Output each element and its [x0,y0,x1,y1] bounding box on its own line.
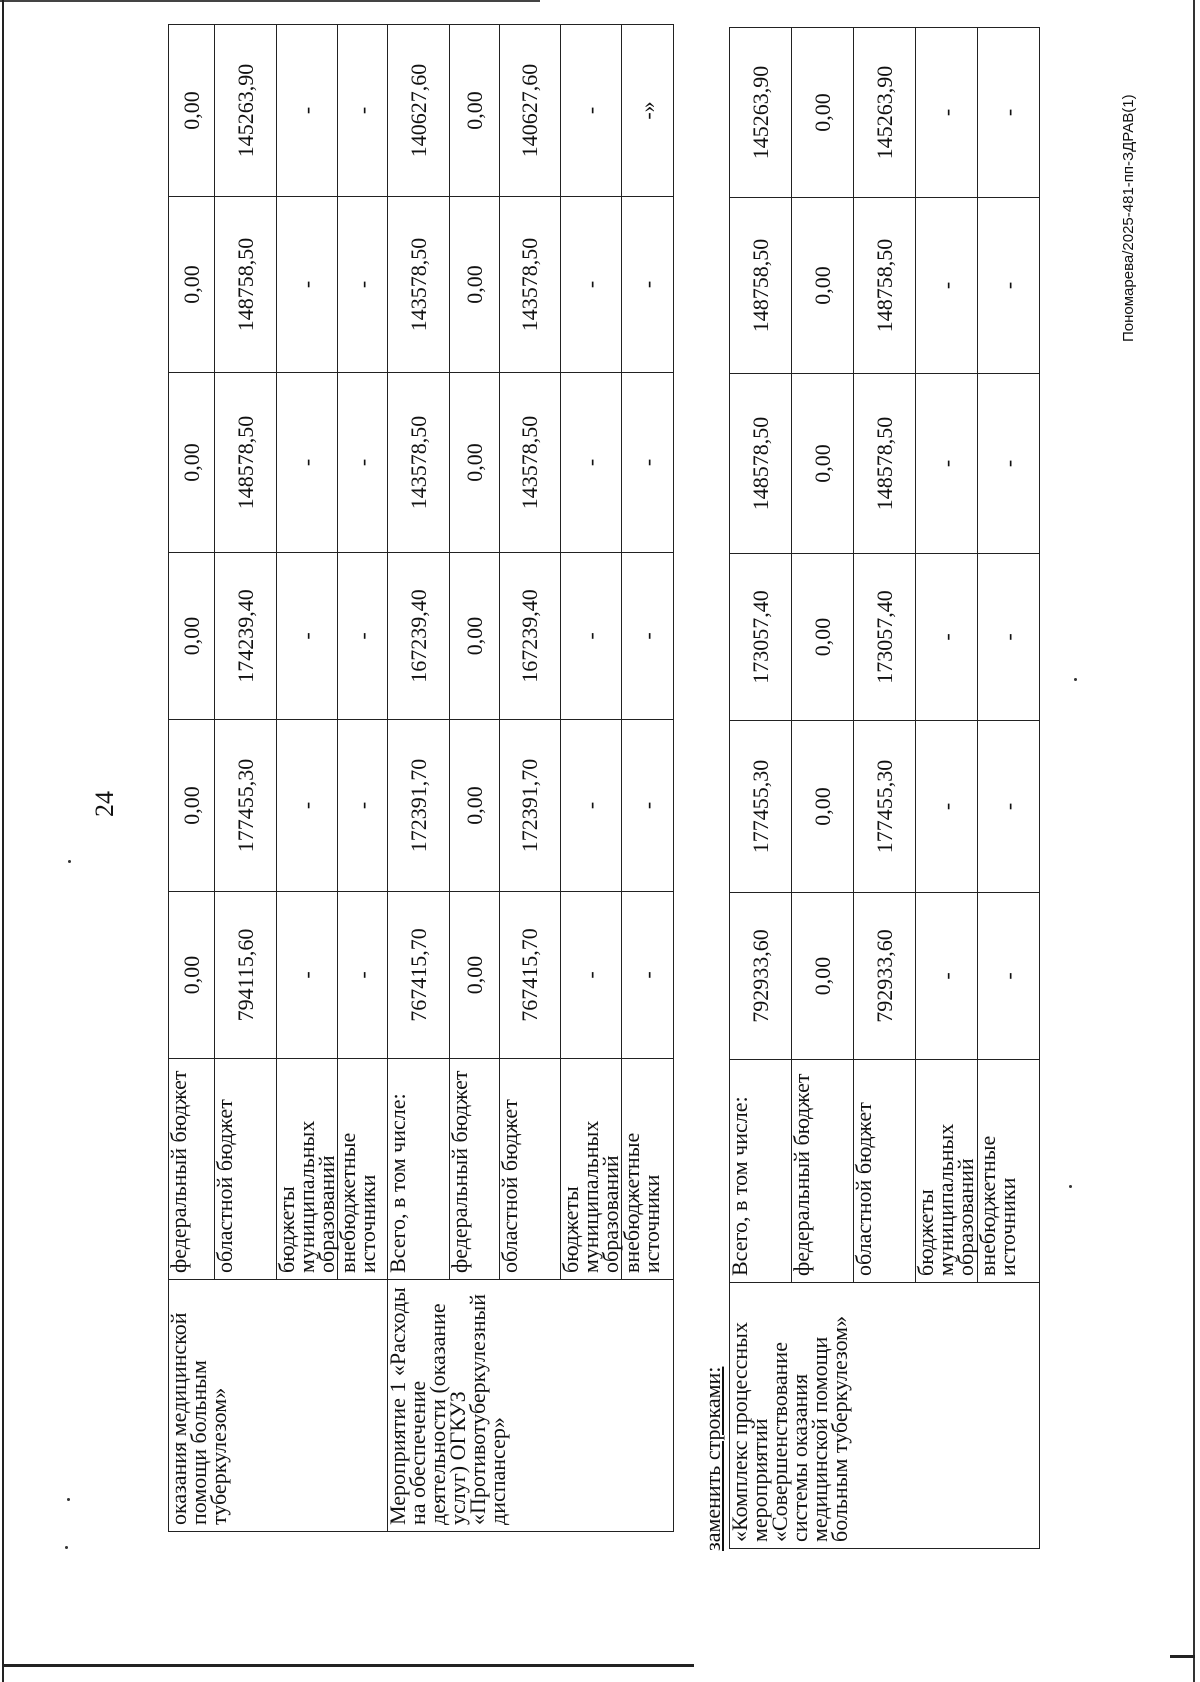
value-cell: - [916,721,978,893]
value-cell: - [561,892,622,1059]
value-cell: 0,00 [450,553,500,720]
value-cell: - [338,373,388,553]
value-cell: - [561,720,622,892]
funding-source-label: областной бюджет [500,1059,561,1280]
value-cell: 0,00 [169,720,215,892]
value-cell: - [338,25,388,197]
value-cell: - [622,197,674,373]
table-row [169,25,215,1532]
value-cell: 0,00 [450,197,500,373]
value-cell: - [338,197,388,373]
value-cell: - [277,553,338,720]
value-cell: - [916,893,978,1060]
value-cell: 143578,50 [388,197,450,373]
value-cell: 0,00 [169,25,215,197]
value-cell: 140627,60 [388,25,450,197]
value-cell: 143578,50 [500,197,561,373]
page-number: 24 [90,791,119,817]
value-cell: 0,00 [450,373,500,553]
value-cell: - [978,28,1040,198]
value-cell: - [277,373,338,553]
value-cell: 0,00 [169,553,215,720]
value-cell: 177455,30 [215,720,277,892]
value-cell: 145263,90 [215,25,277,197]
value-cell: 0,00 [169,373,215,553]
value-cell: 167239,40 [500,553,561,720]
value-cell: 0,00 [450,25,500,197]
value-cell: - [916,198,978,374]
value-cell: - [277,197,338,373]
value-cell: - [338,892,388,1059]
value-cell: 177455,30 [854,721,916,893]
table-row [730,28,792,1549]
funding-source-label: областной бюджет [215,1059,277,1280]
value-cell: -» [622,25,674,197]
document-footer: Пономарева/2025-481-пп-ЗДРАВ(1) [1120,94,1137,342]
value-cell: 0,00 [450,720,500,892]
funding-source-label: внебюджетные источники [978,1060,1040,1283]
value-cell: - [916,554,978,721]
value-cell: - [561,197,622,373]
funding-source-label: бюджеты муниципальных образований [561,1059,622,1280]
value-cell: 792933,60 [854,893,916,1060]
value-cell: - [561,373,622,553]
value-cell: - [277,720,338,892]
program-cell: «Комплекс процессных мероприятий «Совершенствование системы оказания медицинской помощи больным туберкулезом» [730,1283,1040,1549]
value-cell: 148578,50 [854,374,916,554]
value-cell: - [277,25,338,197]
value-cell: - [338,720,388,892]
value-cell: 767415,70 [500,892,561,1059]
funding-source-label: бюджеты муниципальных образований [277,1059,338,1280]
table-replacement [729,27,1040,1549]
value-cell: 148578,50 [730,374,792,554]
value-cell: 140627,60 [500,25,561,197]
value-cell: 0,00 [792,28,854,198]
value-cell: - [978,893,1040,1060]
value-cell: 145263,90 [730,28,792,198]
value-cell: - [916,374,978,554]
value-cell: 167239,40 [388,553,450,720]
value-cell: 148758,50 [854,198,916,374]
value-cell: 172391,70 [388,720,450,892]
funding-source-label: федеральный бюджет [450,1059,500,1280]
funding-source-label: внебюджетные источники [622,1059,674,1280]
value-cell: - [622,373,674,553]
value-cell: 0,00 [792,554,854,721]
value-cell: 143578,50 [388,373,450,553]
value-cell: - [561,553,622,720]
value-cell: 0,00 [792,198,854,374]
value-cell: - [561,25,622,197]
table-original [168,24,674,1532]
value-cell: 143578,50 [500,373,561,553]
program-cell: Мероприятие 1 «Расходы на обеспечение деятельности (оказание услуг) ОГКУЗ «Противотуберкулезный диспансер» [388,1280,674,1532]
value-cell: - [978,374,1040,554]
value-cell: - [622,720,674,892]
value-cell: - [622,892,674,1059]
funding-source-label: федеральный бюджет [169,1059,215,1280]
value-cell: - [916,28,978,198]
value-cell: - [978,721,1040,893]
value-cell: 792933,60 [730,893,792,1060]
funding-source-label: областной бюджет [854,1060,916,1283]
value-cell: 0,00 [450,892,500,1059]
value-cell: 794115,60 [215,892,277,1059]
program-cell: оказания медицинской помощи больным туберкулезом» [169,1280,388,1532]
value-cell: 148758,50 [215,197,277,373]
funding-source-label: внебюджетные источники [338,1059,388,1280]
value-cell: 177455,30 [730,721,792,893]
value-cell: - [978,198,1040,374]
value-cell: 173057,40 [854,554,916,721]
funding-source-label: федеральный бюджет [792,1060,854,1283]
value-cell: 767415,70 [388,892,450,1059]
funding-source-label: Всего, в том числе: [730,1060,792,1283]
funding-source-label: бюджеты муниципальных образований [916,1060,978,1283]
value-cell: - [622,553,674,720]
replace-caption: заменить строками: [700,1366,725,1551]
value-cell: 145263,90 [854,28,916,198]
value-cell: 172391,70 [500,720,561,892]
value-cell: 0,00 [792,893,854,1060]
value-cell: 0,00 [792,374,854,554]
table-row [388,25,450,1532]
value-cell: - [338,553,388,720]
value-cell: - [277,892,338,1059]
value-cell: - [978,554,1040,721]
funding-source-label: Всего, в том числе: [388,1059,450,1280]
value-cell: 0,00 [169,892,215,1059]
value-cell: 0,00 [169,197,215,373]
value-cell: 148578,50 [215,373,277,553]
value-cell: 0,00 [792,721,854,893]
value-cell: 148758,50 [730,198,792,374]
value-cell: 174239,40 [215,553,277,720]
value-cell: 173057,40 [730,554,792,721]
